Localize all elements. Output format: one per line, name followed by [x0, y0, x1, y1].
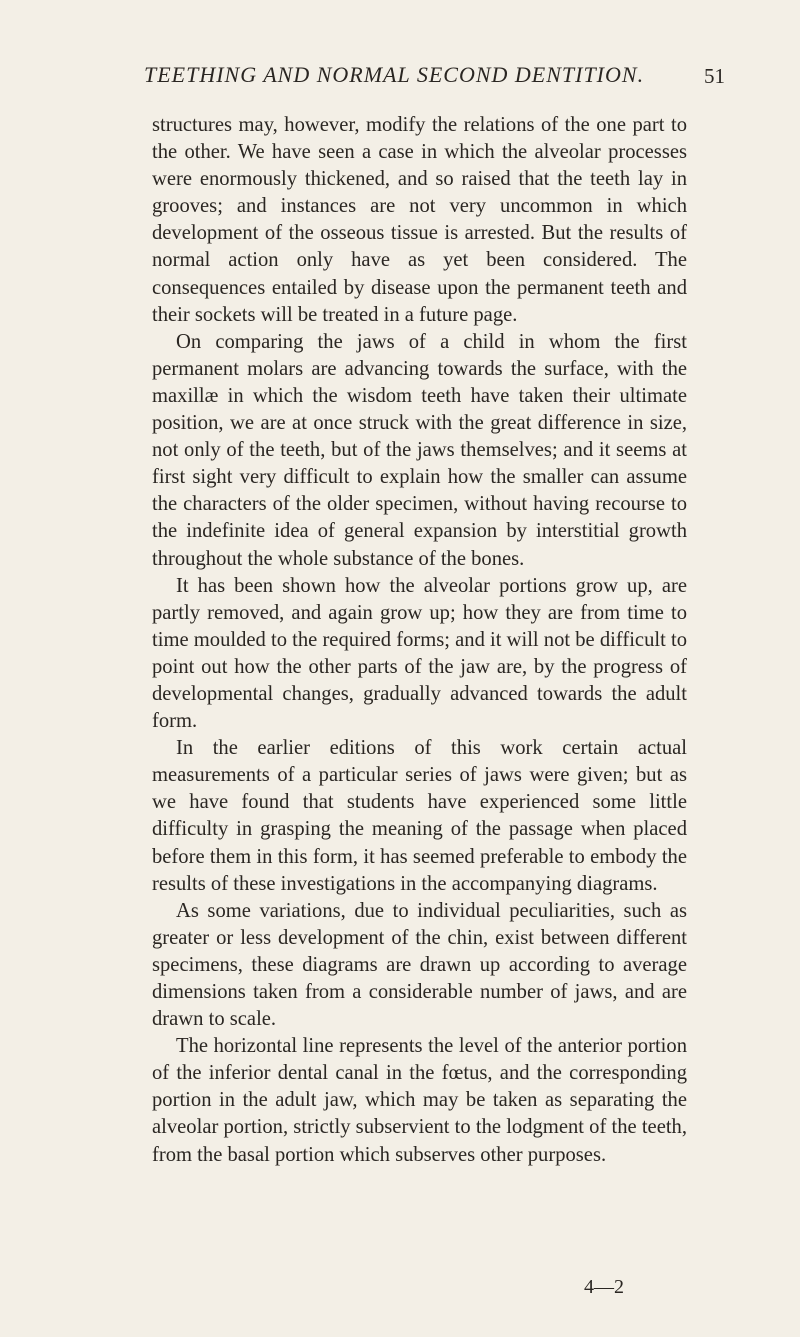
paragraph: In the earlier editions of this work certain actual measurements of a particular series of jaws were given; but as we have found that students have experienced some little difficulty in grasping the meaning of the passage when placed before them in this form, it has seemed preferable to embody the results of these investigations in the accompanying diagrams. [152, 737, 687, 895]
paragraph: It has been shown how the alveolar portions grow up, are partly removed, and again grow up; how they are from time to time moulded to the required forms; and it will not be difficult to point out how the other parts of the jaw are, by the progress of developmental changes, gradually advanced towards the adult form. [152, 574, 687, 733]
paragraph: On comparing the jaws of a child in whom the first permanent molars are advancing towards the surface, with the maxillæ in which the wisdom teeth have taken their ultimate position, we are at once struck with the great difference in size, not only of the teeth, but of the jaws themselves; and it seems at first sight very difficult to explain how the smaller can assume the characters of the older specimen, without having recourse to the indefinite idea of general expansion by interstitial growth throughout the whole substance of the bones. [152, 330, 687, 570]
body-text [152, 112, 687, 1169]
paragraph: structures may, however, modify the relations of the one part to the other. We have seen a case in which the alveolar processes were enormously thickened, and so raised that the teeth lay in grooves; and instances are not very uncommon in which development of the osseous tissue is arrested. But the results of normal action only have as yet been considered. The consequences entailed by disease upon the permanent teeth and their sockets will be treated in a future page. [152, 114, 687, 326]
page-number: 51 [704, 64, 725, 88]
signature-mark: 4—2 [584, 1276, 624, 1298]
running-title: TEETHING AND NORMAL SECOND DENTITION. [144, 62, 645, 87]
paragraph: As some variations, due to individual peculiarities, such as greater or less development of the chin, exist between different specimens, these diagrams are drawn up according to average dimensions taken from a considerable number of jaws, and are drawn to scale. [152, 899, 687, 1031]
paragraph: The horizontal line represents the level of the anterior portion of the inferior dental canal in the fœtus, and the corresponding portion in the adult jaw, which may be taken as separating the alveolar portion, strictly subservient to the lodgment of the teeth, from the basal portion which subserves other purposes. [152, 1035, 687, 1166]
